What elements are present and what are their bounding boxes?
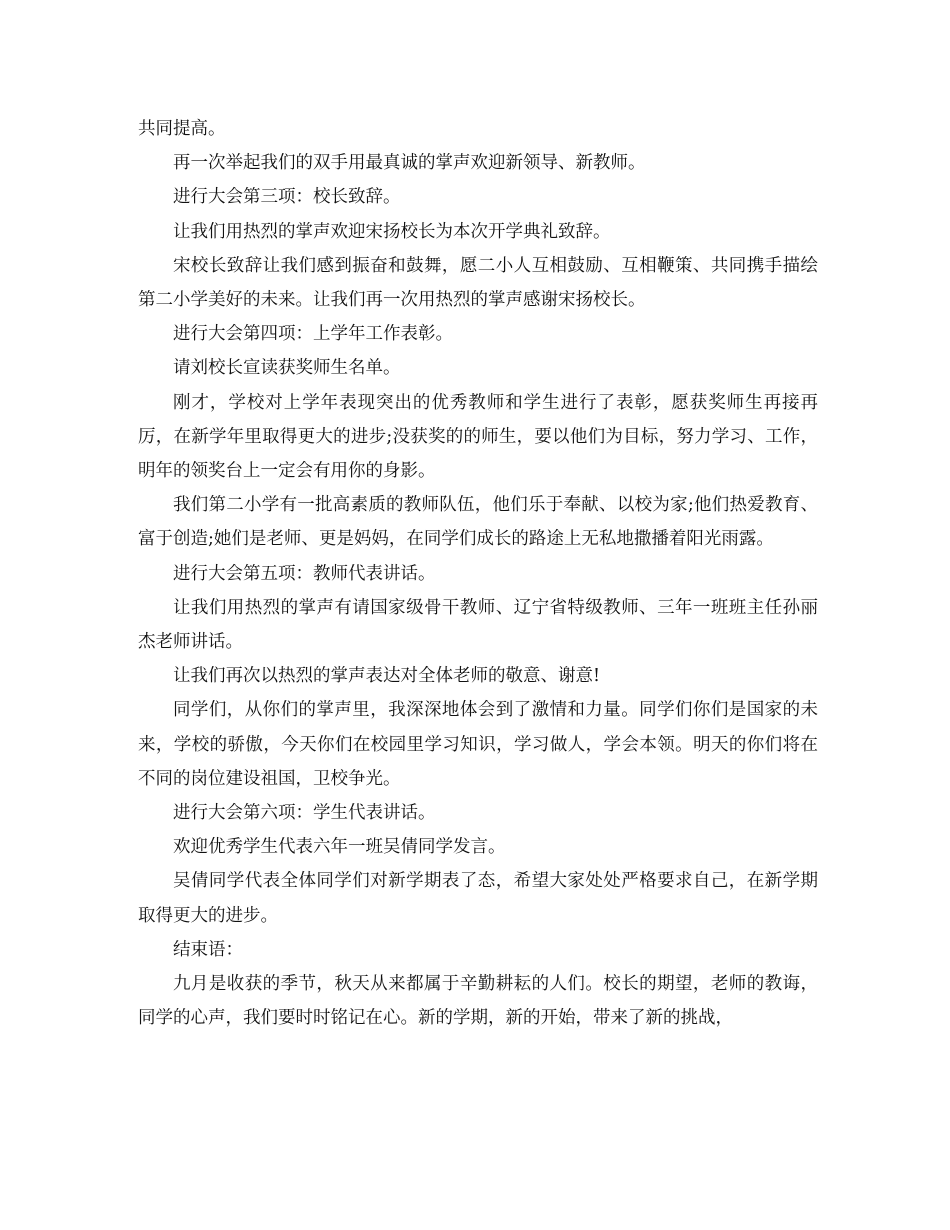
paragraph: 刚才，学校对上学年表现突出的优秀教师和学生进行了表彰，愿获奖师生再接再厉，在新学年里取得更大的进步;没获奖的的师生，要以他们为目标，努力学习、工作，明年的领奖台上一定会有用你的身影。 [138, 392, 818, 482]
document-body [138, 112, 818, 1035]
agenda-item-heading: 进行大会第四项：上学年工作表彰。 [173, 324, 453, 345]
paragraph: 宋校长致辞让我们感到振奋和鼓舞，愿二小人互相鼓励、互相鞭策、共同携手描绘第二小学美好的未来。让我们再一次用热烈的掌声感谢宋扬校长。 [138, 255, 818, 311]
closing-heading: 结束语： [173, 939, 243, 960]
paragraph: 让我们用热烈的掌声欢迎宋扬校长为本次开学典礼致辞。 [173, 221, 611, 242]
paragraph: 九月是收获的季节，秋天从来都属于辛勤耕耘的人们。校长的期望，老师的教诲，同学的心声，我们要时时铭记在心。新的学期，新的开始，带来了新的挑战， [138, 974, 818, 1029]
paragraph: 再一次举起我们的双手用最真诚的掌声欢迎新领导、新教师。 [173, 153, 646, 174]
paragraph: 吴倩同学代表全体同学们对新学期表了态，希望大家处处严格要求自己，在新学期取得更大的进步。 [138, 871, 818, 926]
paragraph: 请刘校长宣读获奖师生名单。 [173, 358, 401, 379]
paragraph: 我们第二小学有一批高素质的教师队伍，他们乐于奉献、以校为家;他们热爱教育、富于创造;她们是老师、更是妈妈，在同学们成长的路途上无私地撒播着阳光雨露。 [138, 495, 818, 550]
paragraph: 欢迎优秀学生代表六年一班吴倩同学发言。 [173, 837, 506, 858]
paragraph: 同学们，从你们的掌声里，我深深地体会到了激情和力量。同学们你们是国家的未来，学校的骄傲，今天你们在校园里学习知识，学习做人，学会本领。明天的你们将在不同的岗位建设祖国，卫校争光。 [138, 700, 818, 789]
paragraph: 共同提高。 [138, 119, 226, 139]
paragraph: 让我们再次以热烈的掌声表达对全体老师的敬意、谢意! [173, 666, 601, 687]
agenda-item-heading: 进行大会第六项：学生代表讲话。 [173, 803, 436, 824]
paragraph: 让我们用热烈的掌声有请国家级骨干教师、辽宁省特级教师、三年一班班主任孙丽杰老师讲话。 [138, 597, 818, 653]
agenda-item-heading: 进行大会第五项：教师代表讲话。 [173, 563, 436, 584]
agenda-item-heading: 进行大会第三项：校长致辞。 [173, 187, 401, 208]
